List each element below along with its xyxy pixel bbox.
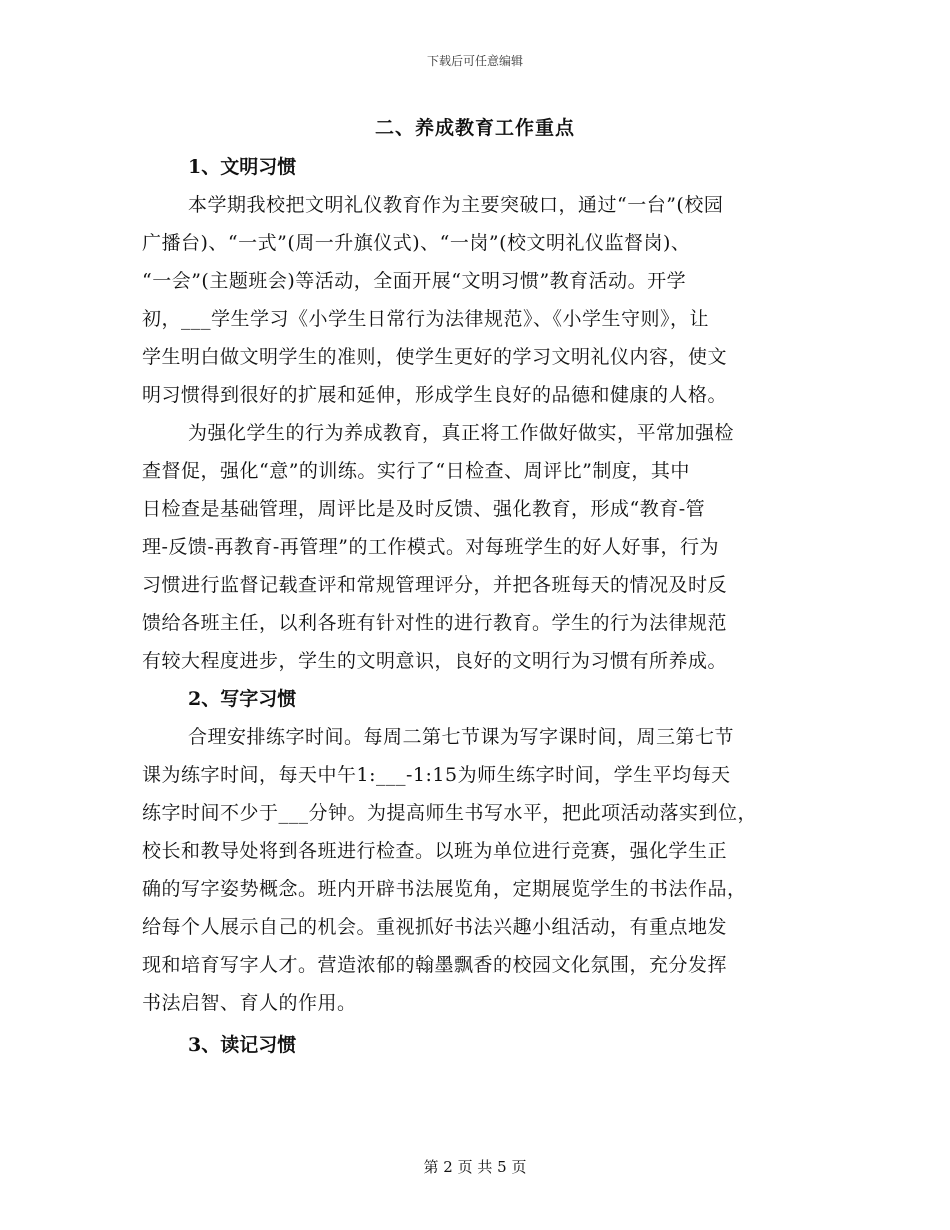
paragraph [142,718,808,1022]
text-line: 广播台)、“一式”(周一升旗仪式)、“一岗”(校文明礼仪监督岗)、 [142,232,691,254]
text-line: 校长和教导处将到各班进行检查。以班为单位进行竞赛，强化学生正 [142,840,728,862]
document-body [142,148,808,1064]
section-heading-1: 1、文明习惯 [188,156,297,178]
section-heading-2: 2、写字习惯 [188,688,297,710]
text-line: 学生明白做文明学生的准则，使学生更好的学习文明礼仪内容，使文 [142,346,728,368]
text-line: 理-反馈-再教育-再管理”的工作模式。对每班学生的好人好事，行为 [142,536,719,558]
text-line: 课为练字时间，每天中午1:___-1:15为师生练字时间，学生平均每天 [142,764,731,786]
paragraph [142,414,808,680]
text-line: 练字时间不少于___分钟。为提高师生书写水平，把此项活动落实到位， [142,802,758,824]
text-line: 有较大程度进步，学生的文明意识，良好的文明行为习惯有所养成。 [142,650,728,672]
text-line: “一会”(主题班会)等活动，全面开展“文明习惯”教育活动。开学 [142,270,687,292]
text-line: 合理安排练字时间。每周二第七节课为写字课时间，周三第七节 [188,726,735,748]
text-line: 初，___学生学习《小学生日常行为法律规范》、《小学生守则》，让 [142,308,710,330]
text-line: 查督促，强化“意”的训练。实行了“日检查、周评比”制度，其中 [142,460,690,482]
text-line: 书法启智、育人的作用。 [142,992,357,1014]
page-header-note: 下载后可任意编辑 [426,54,523,68]
text-line: 给每个人展示自己的机会。重视抓好书法兴趣小组活动，有重点地发 [142,916,728,938]
text-line: 馈给各班主任，以利各班有针对性的进行教育。学生的行为法律规范 [142,612,728,634]
text-line: 确的写字姿势概念。班内开辟书法展览角，定期展览学生的书法作品， [142,878,747,900]
paragraph [142,186,808,414]
text-line: 习惯进行监督记载查评和常规管理评分，并把各班每天的情况及时反 [142,574,728,596]
text-line: 日检查是基础管理，周评比是及时反馈、强化教育，形成“教育-管 [142,498,706,520]
text-line: 明习惯得到很好的扩展和延伸，形成学生良好的品德和健康的人格。 [142,384,728,406]
text-line: 为强化学生的行为养成教育，真正将工作做好做实，平常加强检 [188,422,735,444]
page-number: 第 2 页 共 5 页 [423,1158,527,1176]
page-title: 二、养成教育工作重点 [374,117,575,139]
text-line: 现和培育写字人才。营造浓郁的翰墨飘香的校园文化氛围，充分发挥 [142,954,728,976]
section-heading-3: 3、读记习惯 [188,1034,297,1056]
text-line: 本学期我校把文明礼仪教育作为主要突破口，通过“一台”(校园 [188,194,724,216]
